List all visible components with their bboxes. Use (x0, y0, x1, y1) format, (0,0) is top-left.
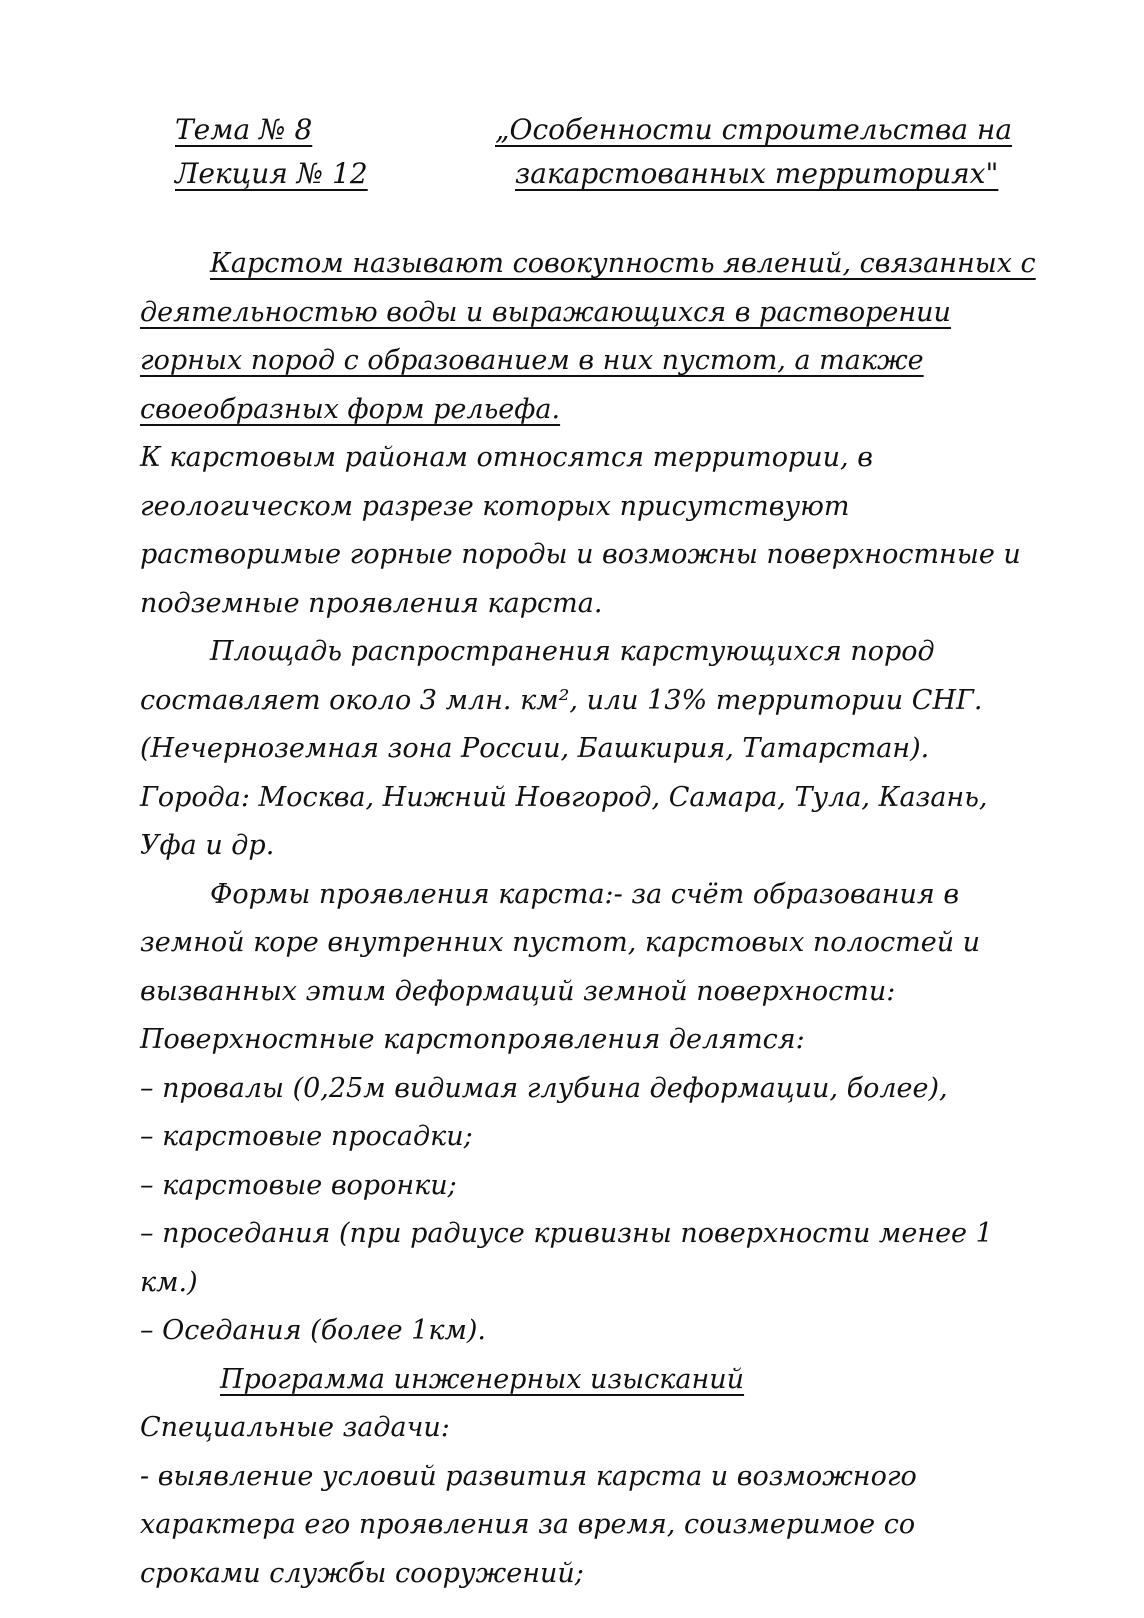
lecture-body (140, 240, 1040, 1598)
list-item: – проседания (при радиусе кривизны поверхности менее 1 км.) (140, 1218, 993, 1298)
list-item: – карстовые просадки; (140, 1121, 473, 1152)
program-heading: Программа инженерных изысканий (220, 1363, 745, 1395)
lecture-number: Лекция № 12 (175, 157, 368, 190)
page-header (175, 108, 1055, 198)
task-item: - выявление условий развития карста и возможного характера его проявления за время, соизмеримое со сроками службы сооружений; (140, 1460, 917, 1589)
lecture-title-line2: закарстованных территориях" (515, 157, 999, 190)
paragraph-karst-regions: К карстовым районам относятся территории, в геологическом разрезе которых присутствуют растворимые горные породы и возможны поверхностные и подземные проявления карста. (140, 442, 1021, 619)
paragraph-karst-definition: Карстом называют совокупность явлений, связанных с деятельностью воды и выражающихся в растворении горных пород с образованием в них пустот, а также своеобразных форм рельефа. (140, 248, 1036, 425)
lecture-title-line1: „Особенности строительства на (495, 113, 1013, 146)
topic-block (175, 108, 425, 196)
paragraph-distribution-area: Площадь распространения карстующихся пород составляет около 3 млн. км², или 13% территории СНГ. (Нечерноземная зона России, Башкирия, Татарстан). Города: Москва, Нижний Новгород, Самара, Тула, Казань, Уфа и др. (140, 636, 988, 861)
paragraph-surface-manifestations: Поверхностные карстопроявления делятся: (140, 1024, 805, 1055)
tasks-label: Специальные задачи: (140, 1412, 450, 1443)
lecture-title (495, 108, 1055, 196)
forms-list (140, 1065, 1040, 1356)
list-item: – Оседания (более 1км). (140, 1315, 486, 1346)
paragraph-karst-forms: Формы проявления карста:- за счёт образования в земной коре внутренних пустот, карстовых полостей и вызванных этим деформаций земной поверхности: (140, 878, 981, 1007)
topic-number: Тема № 8 (175, 113, 313, 146)
list-item: – карстовые воронки; (140, 1169, 457, 1201)
list-item: – провалы (0,25м видимая глубина деформации, более), (140, 1072, 948, 1104)
